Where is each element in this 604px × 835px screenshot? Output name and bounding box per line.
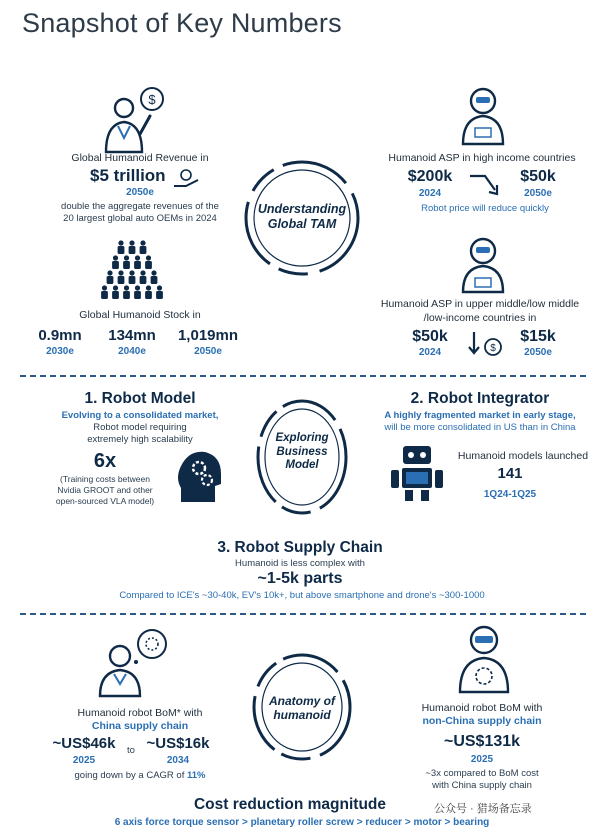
revenue-year: 2050e xyxy=(126,187,154,198)
robot-model-sub: Evolving to a consolidated market, xyxy=(61,410,219,421)
china-bom-to: to xyxy=(127,745,135,756)
stock-year-2: 2040e xyxy=(118,346,146,357)
china-bom-cagr: 11% xyxy=(186,770,206,781)
down-arrow-icon xyxy=(467,170,501,198)
supply-line-1: Humanoid is less complex with xyxy=(235,558,365,569)
asp-mid-year-2: 2050e xyxy=(524,347,552,358)
nonchina-bom-label-2: non-China supply chain xyxy=(422,715,542,727)
asp-mid-label-2: /low-income countries in xyxy=(423,312,537,324)
china-bom-note-text: going down by a CAGR of xyxy=(74,770,187,781)
integrator-value: 141 xyxy=(497,465,523,482)
asp-high-value-2: $50k xyxy=(520,168,556,185)
integrator-period: 1Q24-1Q25 xyxy=(483,489,537,500)
china-bom-note xyxy=(40,770,240,781)
model-center-line-2: Business xyxy=(276,445,328,458)
stock-value-1: 0.9mn xyxy=(38,327,82,344)
robot-model-note-2: Nvidia GROOT and other xyxy=(57,485,153,495)
china-bom-label-1: Humanoid robot BoM* with xyxy=(77,707,203,719)
people-grid-icon xyxy=(100,238,164,302)
china-bom-year-1: 2025 xyxy=(72,755,96,766)
asp-high-note: Robot price will reduce quickly xyxy=(421,203,549,214)
robot-icon-2 xyxy=(460,236,506,294)
page-title: Snapshot of Key Numbers xyxy=(22,8,342,38)
nonchina-bom-year: 2025 xyxy=(470,754,494,765)
china-bom-value-2: ~US$16k xyxy=(146,735,210,752)
robot-model-note-3: open-sourced VLA model) xyxy=(55,496,155,506)
asp-high-year-1: 2024 xyxy=(418,188,442,199)
robot-integrator-icon xyxy=(388,444,446,502)
integrator-sub: A highly fragmented market in early stage, xyxy=(384,410,576,421)
china-bom-value-1: ~US$46k xyxy=(52,735,116,752)
anatomy-center-line-1: Anatomy of xyxy=(269,694,335,708)
svg-text:$: $ xyxy=(148,92,156,107)
asp-mid-value-1: $50k xyxy=(412,328,448,345)
stock-value-2: 134mn xyxy=(108,327,156,344)
robot-model-value: 6x xyxy=(93,450,117,472)
model-center-line-1: Exploring xyxy=(275,432,329,444)
dollar-down-icon xyxy=(466,330,506,358)
nonchina-bom-value: ~US$131k xyxy=(443,733,521,750)
robot-model-title: 1. Robot Model xyxy=(84,390,196,407)
watermark: 公众号 · 猎场备忘录 xyxy=(434,800,594,816)
nonchina-bom-label-1: Humanoid robot BoM with xyxy=(421,702,543,714)
tam-center-line-2: Global TAM xyxy=(267,216,337,231)
stock-year-3: 2050e xyxy=(194,346,222,357)
model-center-line-3: Model xyxy=(285,459,319,472)
robot-anatomy-icon xyxy=(456,624,512,694)
section-divider-2 xyxy=(20,613,586,615)
tam-center-line-1: Understanding xyxy=(257,202,347,216)
revenue-note-2: 20 largest global auto OEMs in 2024 xyxy=(63,213,217,224)
revenue-label: Global Humanoid Revenue in xyxy=(71,152,209,164)
integrator-title: 2. Robot Integrator xyxy=(410,390,550,407)
robot-model-line-2: Robot model requiring xyxy=(93,422,187,433)
china-bom-year-2: 2034 xyxy=(166,755,190,766)
stock-value-3: 1,019mn xyxy=(177,327,239,344)
robot-model-line-3: extremely high scalability xyxy=(87,434,193,445)
robot-icon xyxy=(460,86,506,146)
stock-label: Global Humanoid Stock in xyxy=(79,309,201,321)
integrator-label: Humanoid models launched xyxy=(457,450,589,462)
china-bom-label-2: China supply chain xyxy=(91,720,189,732)
cost-reduction-title: Cost reduction magnitude xyxy=(193,796,387,813)
supply-note: Compared to ICE's ~30-40k, EV's 10k+, but above smartphone and drone's ~300-1000 xyxy=(119,590,485,601)
revenue-note-1: double the aggregate revenues of the xyxy=(61,201,219,212)
asp-mid-label-1: Humanoid ASP in upper middle/low middle xyxy=(380,298,580,310)
section-divider-1 xyxy=(20,375,586,377)
svg-text:$: $ xyxy=(490,343,496,354)
robot-model-note-1: (Training costs between xyxy=(60,474,150,484)
gear-head-icon xyxy=(175,448,223,504)
asp-high-value-1: $200k xyxy=(407,168,453,185)
asp-mid-year-1: 2024 xyxy=(418,347,442,358)
asp-high-year-2: 2050e xyxy=(524,188,552,199)
nonchina-bom-note-1: ~3x compared to BoM cost xyxy=(425,768,539,779)
supply-value: ~1-5k parts xyxy=(257,570,343,587)
dollar-hand-icon xyxy=(100,86,170,154)
asp-high-label: Humanoid ASP in high income countries xyxy=(388,152,576,164)
anatomy-center-line-2: humanoid xyxy=(273,708,331,723)
person-idea-icon xyxy=(96,626,170,696)
asp-mid-value-2: $15k xyxy=(520,328,556,345)
revenue-value: $5 trillion xyxy=(90,166,166,185)
stock-year-1: 2030e xyxy=(46,346,74,357)
cost-reduction-chain: 6 axis force torque sensor > planetary roller screw > reducer > motor > bearing xyxy=(114,817,490,828)
supply-title: 3. Robot Supply Chain xyxy=(217,539,383,556)
integrator-line-2: will be more consolidated in US than in China xyxy=(384,422,576,433)
nonchina-bom-note-2: with China supply chain xyxy=(432,780,532,791)
